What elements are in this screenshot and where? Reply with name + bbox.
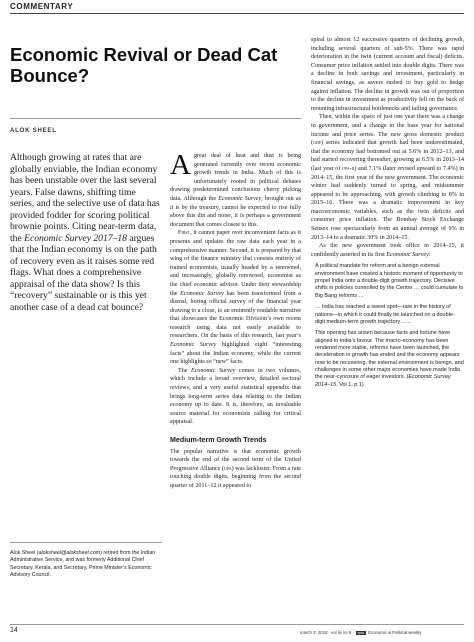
quote-paragraph: … India has reached a sweet spot—rare in the history of nations—in which it could finally be launched on a double-digit medium-term growth trajectory…… [315, 304, 455, 325]
header-rule [10, 13, 464, 14]
article-title: Economic Revival or Dead Cat Bounce? [10, 44, 278, 86]
standfirst: Although growing at rates that are globally enviable, the Indian economy has been unstable over the last several years. False dawns, shifting time series, and the selective use of data has provided fodder for scoring political brownie points. Citing near-term data, the Economic Survey 2017–18 argues that the Indian economy is on the path of recovery even as it raises some red flags. What does a comprehensive appraisal of the data show? Is this “recovery” sustainable or is this yet another case of a dead cat bounce? [10, 152, 160, 313]
epw-badge: epw [357, 631, 365, 635]
journal-name: Economic & Political weekly [368, 630, 422, 635]
page-number: 14 [10, 627, 18, 634]
author-byline: ALOK SHEEL [10, 128, 57, 134]
body-paragraph: First, it cannot paper over inconvenient facts as it presents and updates the raw data each year in a comprehensive manner. Second, it is prepared by that wing of the finance ministry that consists entirely of trained economists, usually headed by a renowned, and increasingly, globally renowned, economist as the chief economic advisor. Under their stewardship the Economic Survey has been transformed from a dismal, boring official survey of the financial year drawing to a close, to an eminently readable narrative that showcases the Economic Division’s own recent research using data not easily available to researchers. On the basis of this research, last year’s Economic Survey highlighted eight “interesting facts” about the Indian economy, while the current one highlights so “new” facts. [170, 230, 301, 366]
issue-date: march 3, 2018 [300, 630, 328, 635]
body-paragraph: spiral to almost 12 successive quarters of declining growth, including several quarters of sub-5%. There was rapid deterioration in the twin (current account and fiscal) deficits. Consumer price inflation settled into double digits. There was a decline in both savings and investment, particularly in financial savings, as savers rushed to buy gold to hedge against inflation. The decline in growth was out of proportion to the decline in investment as productivity fell on the back of mounting infrastructural bottlenecks and failing governance. [311, 37, 464, 112]
section-label: COMMENTARY [10, 2, 74, 11]
body-paragraph: The popular narrative is that economic growth towards the end of the second term of the United Progressive Alliance (upa) was lackluster. From a rate touching double digits, beginning from the second quarter of 2011–12 it appeared to [170, 448, 301, 489]
subheading: Medium-term Growth Trends [170, 436, 267, 444]
author-bio: Alok Sheel (aloksheel@aloksheel.com) retired from the Indian Administrative Service, and was formerly Additional Chief Secretary, Kerala, and Secretary, Prime Minister’s Economic Advisory Council. [10, 550, 156, 579]
title-rule [10, 118, 301, 119]
block-quote [311, 263, 464, 389]
body-paragraph: The Economic Survey comes in two volumes, which include a broad overview, detailed sectoral reviews, and a very useful statistical appendix that brings long-term series data relating to the Indian economy up to date. It is, therefore, an invaluable source material for economists calling for critical appraisal. [170, 367, 301, 426]
footer-rule [10, 624, 464, 625]
body-column-middle [170, 149, 301, 491]
drop-cap: A [170, 149, 191, 181]
quote-paragraph: This opening has arisen because facts and fortune have aligned in India’s favour. The macro-economy has been rendered more stable, reforms have been launched, the deceleration in growth has ended and the economy appears now to be recovering, the external environment is benign, and challenges in some other major economies have made India the near-cynosure of eager investors. (Economic Survey 2014–15, Vol 1, p 1) [315, 330, 464, 388]
footer-meta [300, 630, 421, 635]
body-column-right [311, 36, 464, 389]
issue-volume: vol liii no 9 [331, 630, 352, 635]
body-paragraph: Then, within the space of just one year there was a change in government, and a change in the base year for national income and price series. The new gross domestic product (gdp) series indicated that growth had been underestimated, that the economy had bottomed out at 5.6% in 2012–13, and had started recovering thereafter, growing at 6.5% in 2013–14 (last year of upa-ii) and 7.1% (later revised upward to 7.4%) in 2014–15, the first year of the new government. The economic winter had suddenly turned to spring, and midsummer appeared to be approaching, with growth climbing to 8% in 2015–16. There was a dramatic improvement in key macroeconomic variables, such as the twin deficits and consumer price inflation. The Bombay Stock Exchange Sensex rose spectacularly from an annual average of 9% in 2013–14 to a dramatic 30% in 2014–15. [311, 114, 465, 241]
quote-paragraph: A political mandate for reform and a benign external environment have created a historic moment of opportunity to propel India onto a double-digit growth trajectory. Decisive shifts in policies controlled by the Centre … could cumulate to Big Bang reforms … [315, 263, 464, 299]
bio-rule [10, 542, 162, 543]
body-paragraph: As the new government took office in 2014–15, it confidently asserted in its first Economic Survey: [311, 243, 464, 258]
body-paragraph: Agreat deal of heat and dust is being generated currently over recent economic growth trends in India. Much of this is unfortunately rooted in political debates drawing predetermined conclusions cherry picking data. Although the Economic Survey, brought out as it is by the treasury, cannot be expected to rise fully above this din and noise, it is perhaps a government document that comes closest to this. [170, 149, 301, 228]
